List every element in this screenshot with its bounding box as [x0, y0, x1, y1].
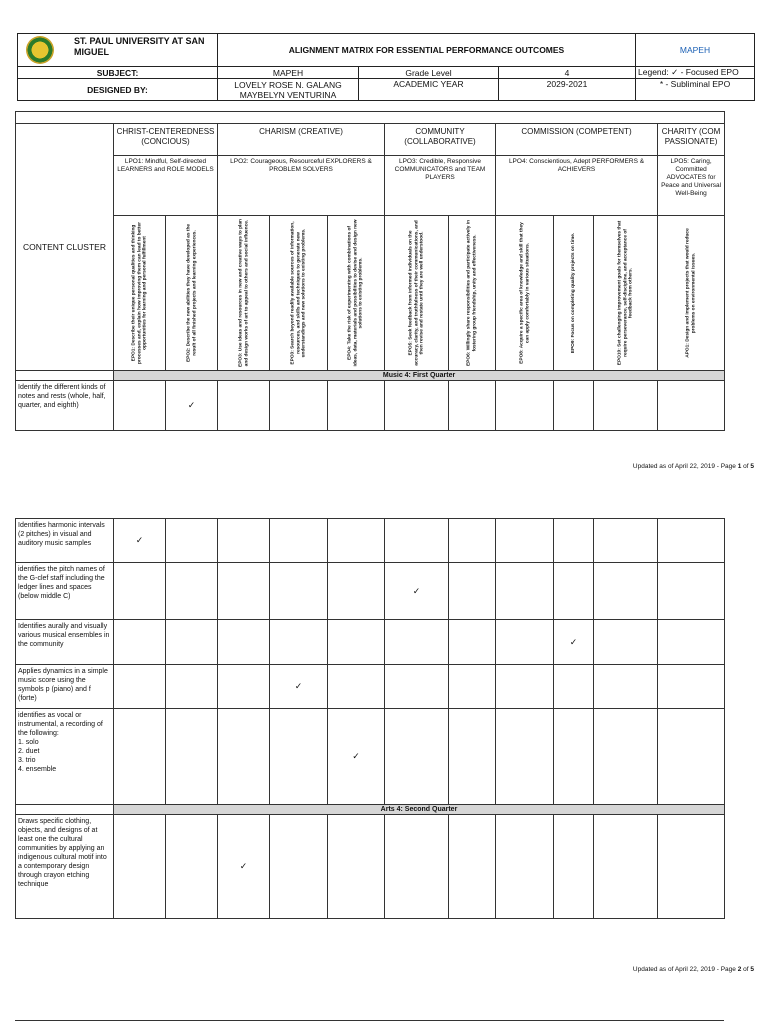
epo-text: EPO2: Describe the new abilities they have developed as the result of all finished projects and learning experiences.	[185, 223, 197, 363]
epo-header	[554, 216, 594, 371]
epo-text: EPO9: Focus on completing quality projects on time.	[570, 232, 576, 354]
empty-cell	[385, 620, 449, 665]
empty-cell	[658, 620, 725, 665]
empty-cell	[594, 709, 658, 805]
empty-cell	[270, 519, 328, 563]
empty-cell	[385, 381, 449, 431]
empty-cell	[554, 563, 594, 620]
check-mark: ✓	[554, 620, 594, 665]
epo-header	[449, 216, 496, 371]
quarter-spacer	[16, 805, 114, 815]
group-header: COMMISSION (COMPETENT)	[496, 124, 658, 156]
alignment-matrix-page-2	[15, 518, 725, 919]
lpo-header: LPO3: Credible, Responsive COMMUNICATORS and TEAM PLAYERS	[385, 156, 496, 216]
designer-name: MAYBELYN VENTURINA	[239, 89, 337, 100]
content-cell: Draws specific clothing, objects, and designs of at least one the cultural communities by applying an indigenous cultural motif into a contemporary design through crayon etching technique	[16, 815, 114, 919]
empty-cell	[114, 665, 166, 709]
empty-cell	[554, 665, 594, 709]
empty-cell	[496, 709, 554, 805]
alignment-matrix-page-1	[15, 111, 725, 431]
empty-cell	[554, 519, 594, 563]
empty-cell	[218, 381, 270, 431]
epo-header	[496, 216, 554, 371]
university-name: ST. PAUL UNIVERSITY AT SAN MIGUEL	[74, 36, 205, 57]
empty-cell	[328, 381, 385, 431]
lpo-header: LPO4: Conscientious, Adept PERFORMERS & ACHIEVERS	[496, 156, 658, 216]
page-2-rows-arts	[16, 815, 725, 919]
check-mark: ✓	[385, 563, 449, 620]
empty-cell	[496, 620, 554, 665]
empty-cell	[328, 665, 385, 709]
table-row	[16, 519, 725, 563]
footer-of: of	[741, 966, 751, 973]
empty-cell	[218, 709, 270, 805]
empty-cell	[658, 709, 725, 805]
designer-name: LOVELY ROSE N. GALANG	[234, 79, 342, 90]
epo-header	[166, 216, 218, 371]
page-footer	[633, 966, 754, 973]
empty-cell	[554, 381, 594, 431]
empty-cell	[658, 815, 725, 919]
group-header: CHARISM (CREATIVE)	[218, 124, 385, 156]
footer-text: Updated as of April 22, 2019 - Page	[632, 463, 738, 470]
epo-text: EPO6: Willingly share responsibilities and participate actively in fostering group friendship, unity and effectiveness.	[466, 219, 477, 367]
empty-cell	[385, 665, 449, 709]
table-row	[16, 815, 725, 919]
grade-value: 4	[499, 67, 636, 79]
epo-text: EPO5: Seek feedback from informed individuals on the accuracy, clarity, and truthfulness of their communications, and then revise and restate until they are well understood.	[408, 220, 425, 366]
content-cell: Identifies aurally and visually various musical ensembles in the community	[16, 620, 114, 665]
empty-cell	[554, 815, 594, 919]
legend-focused: Legend: ✓ - Focused EPO	[636, 67, 755, 79]
empty-cell	[658, 519, 725, 563]
empty-cell	[449, 665, 496, 709]
empty-cell	[594, 519, 658, 563]
epo-header	[328, 216, 385, 371]
footer-text: Updated as of April 22, 2019 - Page	[632, 966, 738, 973]
empty-cell	[218, 665, 270, 709]
legend-subliminal: * - Subliminal EPO	[636, 79, 755, 101]
empty-cell	[385, 815, 449, 919]
content-cell: Identify the different kinds of notes and rests (whole, half, quarter, and eighth)	[16, 381, 114, 431]
empty-cell	[270, 381, 328, 431]
lpo-header: LPO2: Courageous, Resourceful EXPLORERS & PROBLEM SOLVERS	[218, 156, 385, 216]
university-cell	[18, 34, 218, 67]
epo-header	[114, 216, 166, 371]
subject-value: MAPEH	[218, 67, 359, 79]
epo-text: EPO3: Use ideas and resources in new and creative ways to plan and design works of art to appeal to others and social influence.	[237, 219, 249, 367]
content-cluster-label: CONTENT CLUSTER	[16, 124, 114, 371]
designed-label: DESIGNED BY:	[18, 79, 218, 101]
empty-cell	[496, 381, 554, 431]
quarter-header: Music 4: First Quarter	[114, 371, 725, 381]
epo-header	[658, 216, 725, 371]
lpo-header: LPO5: Caring, Committed ADVOCATES for Peace and Universal Well-Being	[658, 156, 725, 216]
empty-cell	[328, 620, 385, 665]
table-row	[16, 381, 725, 431]
university-seal-icon	[26, 36, 54, 64]
group-header: CHARITY (COMPASSIONATE)	[658, 124, 725, 156]
epo-text: EPO1: Describe their unique personal qualities and thinking processes and, explain how improving them can lead to better opportunities for learning and personal fulfillment	[131, 221, 148, 365]
empty-cell	[496, 665, 554, 709]
empty-cell	[328, 815, 385, 919]
page-total: 5	[750, 966, 754, 973]
empty-cell	[270, 563, 328, 620]
page-2-rows-music	[16, 519, 725, 805]
group-header: COMMUNITY (COLLABORATIVE)	[385, 124, 496, 156]
grade-label: Grade Level	[359, 67, 499, 79]
empty-cell	[554, 709, 594, 805]
empty-cell	[270, 815, 328, 919]
empty-cell	[594, 665, 658, 709]
empty-cell	[114, 709, 166, 805]
subject-tag: MAPEH	[636, 34, 755, 67]
content-cell: identifies as vocal or instrumental, a recording of the following: 1. solo 2. duet 3. trio 4. ensemble	[16, 709, 114, 805]
epo-header	[218, 216, 270, 371]
empty-cell	[594, 815, 658, 919]
check-mark: ✓	[218, 815, 270, 919]
academic-year-label: ACADEMIC YEAR	[359, 79, 499, 101]
empty-cell	[449, 519, 496, 563]
table-row	[16, 665, 725, 709]
empty-cell	[270, 709, 328, 805]
empty-cell	[114, 620, 166, 665]
empty-cell	[658, 665, 725, 709]
epo-text: EPO8: Acquire a specific area of knowledge and skill that they can apply comfortably in various situations.	[518, 222, 530, 364]
empty-cell	[496, 563, 554, 620]
quarter-spacer	[16, 371, 114, 381]
empty-cell	[496, 815, 554, 919]
empty-cell	[449, 709, 496, 805]
empty-cell	[594, 620, 658, 665]
blank-header-row	[16, 112, 725, 124]
content-cell: Identifies harmonic intervals (2 pitches) in visual and auditory music samples	[16, 519, 114, 563]
designers	[218, 79, 359, 101]
empty-cell	[166, 620, 218, 665]
empty-cell	[385, 519, 449, 563]
empty-cell	[385, 709, 449, 805]
empty-cell	[114, 381, 166, 431]
empty-cell	[328, 563, 385, 620]
empty-cell	[449, 620, 496, 665]
empty-cell	[594, 563, 658, 620]
empty-cell	[658, 381, 725, 431]
page-number: 2	[737, 966, 742, 973]
empty-cell	[114, 815, 166, 919]
check-mark: ✓	[328, 709, 385, 805]
empty-cell	[218, 620, 270, 665]
academic-year-value: 2029-2021	[499, 79, 636, 101]
empty-cell	[449, 381, 496, 431]
page-number: 1	[737, 463, 742, 470]
table-row	[16, 563, 725, 620]
empty-cell	[328, 519, 385, 563]
empty-cell	[496, 519, 554, 563]
epo-header	[385, 216, 449, 371]
page-1-rows	[16, 381, 725, 431]
empty-cell	[166, 709, 218, 805]
footer-of: of	[741, 463, 751, 470]
document-header	[17, 33, 755, 101]
empty-cell	[166, 563, 218, 620]
page-footer	[633, 463, 754, 470]
empty-cell	[449, 815, 496, 919]
empty-cell	[218, 519, 270, 563]
epo-text: EPO4: Take the risk of experimenting with combinations of ideas, data, materials and possibilities to devise and design new solutions to existing problems.	[347, 219, 364, 367]
document-title: ALIGNMENT MATRIX FOR ESSENTIAL PERFORMANCE OUTCOMES	[218, 34, 636, 67]
empty-cell	[218, 563, 270, 620]
empty-cell	[166, 519, 218, 563]
check-mark: ✓	[166, 381, 218, 431]
lpo-header: LPO1: Mindful, Self-directed LEARNERS and ROLE MODELS	[114, 156, 218, 216]
epo-text: EPO3: Search beyond readily available sources of information, resources, and skills and techniques to generate new understandings and new solutions to existing problems.	[290, 221, 307, 365]
content-cell: identifies the pitch names of the G-clef staff including the ledger lines and spaces (below middle C)	[16, 563, 114, 620]
empty-cell	[594, 381, 658, 431]
empty-cell	[166, 815, 218, 919]
epo-header	[594, 216, 658, 371]
empty-cell	[166, 665, 218, 709]
empty-cell	[270, 620, 328, 665]
page-total: 5	[750, 463, 754, 470]
content-cell: Applies dynamics in a simple music score using the symbols p (piano) and f (forte)	[16, 665, 114, 709]
epo-text: APO1: Design and implement projects that would reduce problems on environmental issues.	[685, 228, 697, 358]
empty-cell	[114, 563, 166, 620]
group-header: CHRIST-CENTEREDNESS (CONCIOUS)	[114, 124, 218, 156]
empty-cell	[449, 563, 496, 620]
epo-header	[270, 216, 328, 371]
table-row	[16, 620, 725, 665]
quarter-header: Arts 4: Second Quarter	[114, 805, 725, 815]
subject-label: SUBJECT:	[18, 67, 218, 79]
epo-text: EPO10: Set challenging improvement goals for themselves that require perseverance, self-discipline, and acceptance of feedback from others.	[617, 220, 634, 366]
table-row	[16, 709, 725, 805]
check-mark: ✓	[270, 665, 328, 709]
check-mark: ✓	[114, 519, 166, 563]
empty-cell	[658, 563, 725, 620]
